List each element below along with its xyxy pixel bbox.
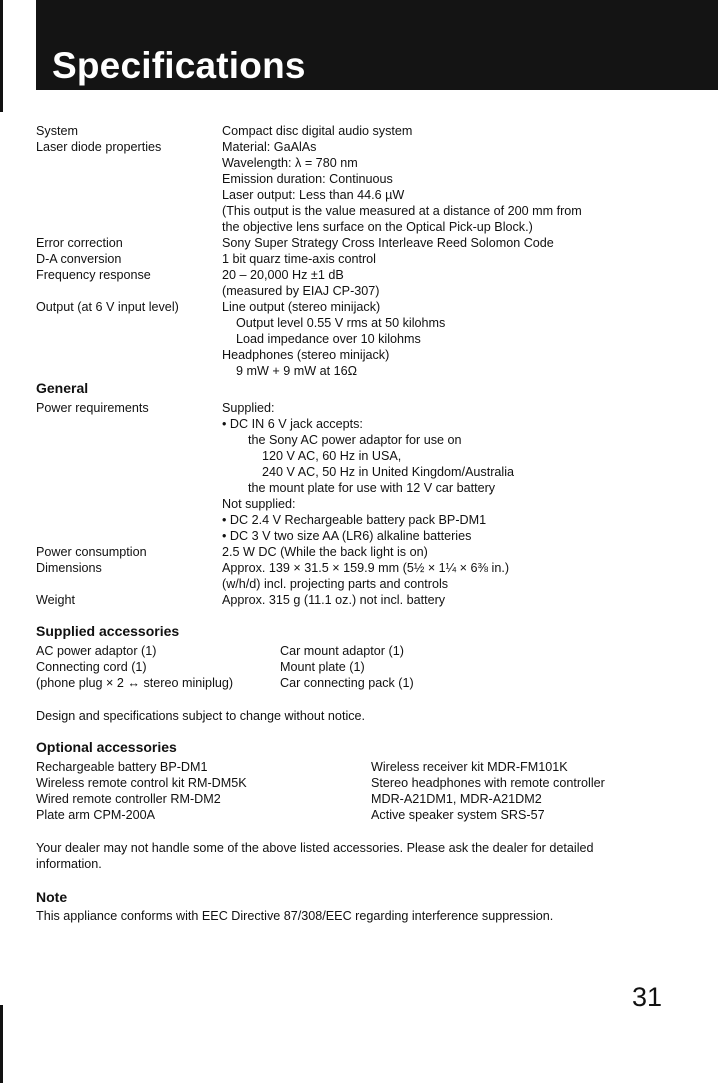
list-item: Rechargeable battery BP-DM1 — [36, 760, 208, 774]
section-heading-general: General — [36, 380, 89, 396]
list-item: AC power adaptor (1) — [36, 644, 157, 658]
spec-line: 2.5 W DC (While the back light is on) — [222, 545, 428, 559]
spec-value-output — [222, 299, 682, 379]
spec-label-da-conversion: D-A conversion — [36, 252, 122, 266]
spec-label-error-correction: Error correction — [36, 236, 123, 250]
spec-value-weight — [222, 592, 682, 608]
spec-line: • DC 3 V two size AA (LR6) alkaline batteries — [222, 529, 472, 543]
spec-line: Output level 0.55 V rms at 50 kilohms — [236, 316, 446, 330]
spec-line: Wavelength: λ = 780 nm — [222, 156, 358, 170]
spec-line: • DC IN 6 V jack accepts: — [222, 417, 363, 431]
spec-line: 9 mW + 9 mW at 16Ω — [236, 364, 358, 378]
list-item: Active speaker system SRS-57 — [371, 808, 545, 822]
list-item: Wireless remote control kit RM-DM5K — [36, 776, 247, 790]
spec-value-da-conversion — [222, 251, 682, 267]
notice-text: Design and specifications subject to change without notice. — [36, 709, 366, 723]
spec-line: (measured by EIAJ CP-307) — [222, 284, 380, 298]
spec-line: 20 – 20,000 Hz ±1 dB — [222, 268, 344, 282]
spec-line: Emission duration: Continuous — [222, 172, 393, 186]
spec-label-laser: Laser diode properties — [36, 140, 162, 154]
page-number: 31 — [632, 982, 663, 1012]
list-item: Car connecting pack (1) — [280, 676, 414, 690]
list-item: Wired remote controller RM-DM2 — [36, 792, 221, 806]
spec-label-power-consumption: Power consumption — [36, 545, 147, 559]
spec-value-power-requirements — [222, 400, 682, 544]
section-heading-optional: Optional accessories — [36, 739, 177, 755]
spec-line: Supplied: — [222, 401, 275, 415]
spec-line: Laser output: Less than 44.6 µW — [222, 188, 405, 202]
spec-line: • DC 2.4 V Rechargeable battery pack BP-DM1 — [222, 513, 487, 527]
spec-line: Approx. 315 g (11.1 oz.) not incl. battery — [222, 593, 446, 607]
list-item: Wireless receiver kit MDR-FM101K — [371, 760, 568, 774]
spec-line: (This output is the value measured at a distance of 200 mm from — [222, 204, 582, 218]
spec-line: (w/h/d) incl. projecting parts and controls — [222, 577, 449, 591]
spec-line: Compact disc digital audio system — [222, 124, 413, 138]
spec-value-laser — [222, 139, 682, 235]
spec-line: the mount plate for use with 12 V car battery — [248, 481, 496, 495]
list-item: Plate arm CPM-200A — [36, 808, 155, 822]
dealer-note-text: Your dealer may not handle some of the above listed accessories. Please ask the dealer for detailed information. — [36, 841, 594, 871]
section-heading-supplied: Supplied accessories — [36, 623, 180, 639]
section-heading-note: Note — [36, 889, 68, 905]
list-item: (phone plug × 2 ↔ stereo miniplug) — [36, 676, 234, 690]
list-item: Stereo headphones with remote controller — [371, 776, 605, 790]
spec-line: 240 V AC, 50 Hz in United Kingdom/Australia — [262, 465, 515, 479]
spec-line: Line output (stereo minijack) — [222, 300, 381, 314]
spec-line: the objective lens surface on the Optical Pick-up Block.) — [222, 220, 533, 234]
spec-line: Sony Super Strategy Cross Interleave Reed Solomon Code — [222, 236, 554, 250]
spec-line: Approx. 139 × 31.5 × 159.9 mm (5½ × 1¼ × 6⅜ in.) — [222, 561, 510, 575]
page-title: Specifications — [52, 45, 306, 86]
list-item: MDR-A21DM1, MDR-A21DM2 — [371, 792, 542, 806]
spec-value-frequency — [222, 267, 682, 299]
spec-value-dimensions — [222, 560, 682, 592]
note-text: This appliance conforms with EEC Directive 87/308/EEC regarding interference suppression. — [36, 909, 554, 923]
spec-label-frequency: Frequency response — [36, 268, 151, 282]
spec-label-output: Output (at 6 V input level) — [36, 300, 179, 314]
spec-value-error-correction — [222, 235, 682, 251]
list-item: Mount plate (1) — [280, 660, 365, 674]
list-item: Car mount adaptor (1) — [280, 644, 404, 658]
spec-line: Not supplied: — [222, 497, 296, 511]
spec-line: Material: GaAlAs — [222, 140, 317, 154]
list-item: Connecting cord (1) — [36, 660, 147, 674]
page-edge-bracket-bottom — [0, 1005, 13, 1083]
spec-label-system: System — [36, 124, 78, 138]
spec-label-dimensions: Dimensions — [36, 561, 102, 575]
spec-line: 120 V AC, 60 Hz in USA, — [262, 449, 402, 463]
spec-value-power-consumption — [222, 544, 682, 560]
spec-line: 1 bit quarz time-axis control — [222, 252, 376, 266]
spec-line: the Sony AC power adaptor for use on — [248, 433, 462, 447]
spec-label-weight: Weight — [36, 593, 75, 607]
spec-line: Load impedance over 10 kilohms — [236, 332, 421, 346]
spec-line: Headphones (stereo minijack) — [222, 348, 390, 362]
page-edge-bracket-top — [0, 0, 31, 112]
spec-value-system — [222, 123, 682, 139]
spec-label-power-requirements: Power requirements — [36, 401, 149, 415]
